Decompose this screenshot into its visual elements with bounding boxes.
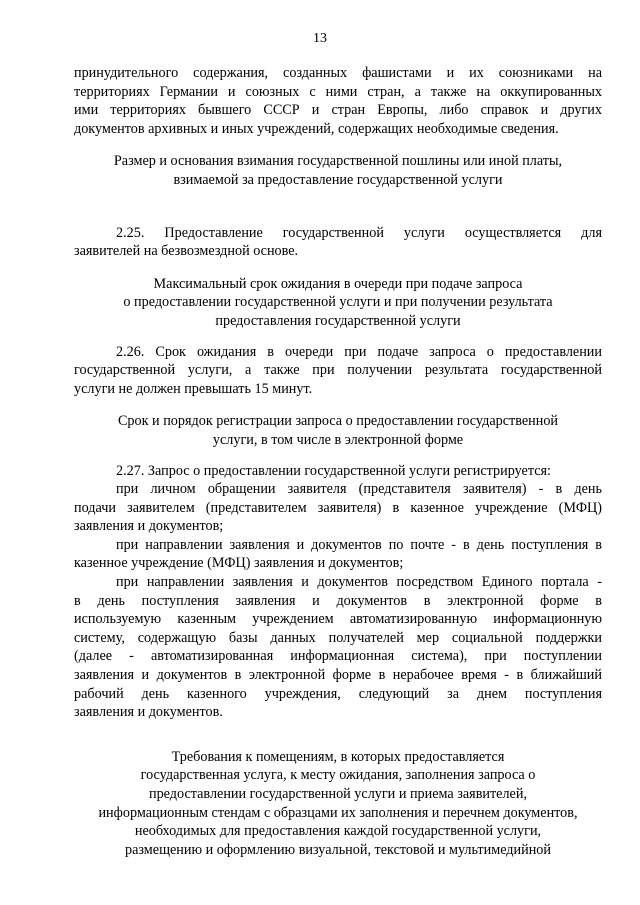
page-number: 13 bbox=[313, 31, 327, 46]
item-portal-line-4: систему, содержащую базы данных получателей мер социальной поддержки bbox=[74, 629, 602, 646]
clause-2-25 bbox=[74, 224, 602, 261]
item-personal-line-3: заявления и документов; bbox=[74, 518, 224, 535]
heading-premises-line-1: Требования к помещениям, в которых предоставляется bbox=[171, 748, 505, 765]
heading-fee-line-2: взимаемой за предоставление государственной услуги bbox=[173, 171, 503, 188]
item-portal-line-3: используемую казенным учреждением автоматизированную информационную bbox=[74, 611, 602, 628]
heading-registration-line-1: Срок и порядок регистрации запроса о предоставлении государственной bbox=[117, 413, 559, 430]
heading-fee-line-1: Размер и основания взимания государственной пошлины или иной платы, bbox=[113, 153, 563, 170]
heading-registration bbox=[74, 412, 602, 449]
clause-2-26-line-3: услуги не должен превышать 15 минут. bbox=[74, 380, 313, 397]
spacer bbox=[74, 261, 602, 275]
heading-premises-line-6: размещению и оформлению визуальной, текстовой и мультимедийной bbox=[125, 841, 551, 858]
clause-2-25-line-2: заявителей на безвозмездной основе. bbox=[74, 243, 299, 260]
heading-wait-line-2: о предоставлении государственной услуги и при получении результата bbox=[123, 294, 553, 311]
item-portal-line-1: при направлении заявления и документов посредством Единого портала - bbox=[116, 574, 602, 591]
spacer bbox=[74, 331, 602, 343]
item-portal-line-5: (далее - автоматизированная информационная система), при поступлении bbox=[74, 648, 602, 665]
item-portal-line-8: заявления и документов. bbox=[74, 704, 223, 721]
intro-paragraph bbox=[74, 64, 602, 138]
intro-line-2: территориях Германии и союзных с ними стран, а также на оккупированных bbox=[74, 83, 602, 100]
clause-2-27 bbox=[74, 462, 602, 722]
clause-2-25-line-1: 2.25. Предоставление государственной услуги осуществляется для bbox=[116, 224, 602, 241]
clause-2-26-line-1: 2.26. Срок ожидания в очереди при подаче запроса о предоставлении bbox=[116, 343, 602, 360]
spacer bbox=[74, 722, 602, 748]
clause-2-26-line-2: государственной услуги, а также при получении результата государственной bbox=[74, 362, 602, 379]
heading-premises-line-5: необходимых для предоставления каждой государственной услуги, bbox=[134, 823, 542, 840]
clause-2-26 bbox=[74, 343, 602, 399]
heading-premises-line-4: информационным стендам с образцами их заполнения и перечнем документов, bbox=[98, 804, 578, 821]
heading-max-wait-time bbox=[74, 275, 602, 331]
intro-line-4: документов архивных и иных учреждений, содержащих необходимые сведения. bbox=[74, 120, 559, 137]
heading-premises-line-3: предоставлении государственной услуги и приема заявителей, bbox=[149, 786, 527, 802]
item-portal-line-7: рабочий день казенного учреждения, следующий за днем поступления bbox=[74, 685, 602, 702]
clause-2-27-intro: 2.27. Запрос о предоставлении государственной услуги регистрируется: bbox=[116, 462, 551, 479]
heading-registration-line-2: услуги, в том числе в электронной форме bbox=[212, 431, 464, 448]
item-portal-line-2: в день поступления заявления и документов в электронной форме в bbox=[74, 592, 602, 609]
spacer bbox=[74, 450, 602, 462]
intro-line-1: принудительного содержания, созданных фашистами и их союзниками на bbox=[74, 65, 602, 81]
heading-state-fee bbox=[74, 152, 602, 189]
item-mail-line-1: при направлении заявления и документов по почте - в день поступления в bbox=[116, 536, 602, 553]
heading-premises-line-2: государственная услуга, к месту ожидания, заполнения запроса о bbox=[140, 767, 536, 784]
spacer bbox=[74, 190, 602, 224]
intro-line-3: ими территориях бывшего СССР и стран Европы, либо справок и других bbox=[74, 102, 602, 119]
heading-premises-requirements bbox=[74, 748, 602, 860]
item-personal-line-1: при личном обращении заявителя (представителя заявителя) - в день bbox=[116, 481, 602, 498]
clause-2-27-item-personal bbox=[74, 480, 602, 536]
item-personal-line-2: подачи заявителем (представителем заявителя) в казенное учреждение (МФЦ) bbox=[74, 499, 602, 516]
spacer bbox=[74, 398, 602, 412]
clause-2-27-item-mail bbox=[74, 536, 602, 573]
item-mail-line-2: казенное учреждение (МФЦ) заявления и документов; bbox=[74, 555, 404, 572]
clause-2-27-item-portal bbox=[74, 573, 602, 722]
heading-wait-line-1: Максимальный срок ожидания в очереди при подаче запроса bbox=[153, 275, 523, 292]
item-portal-line-6: заявления и документов в электронной форме в нерабочее время - в ближайший bbox=[74, 667, 602, 684]
spacer bbox=[74, 138, 602, 152]
page-content bbox=[74, 64, 602, 859]
heading-wait-line-3: предоставления государственной услуги bbox=[215, 312, 461, 329]
